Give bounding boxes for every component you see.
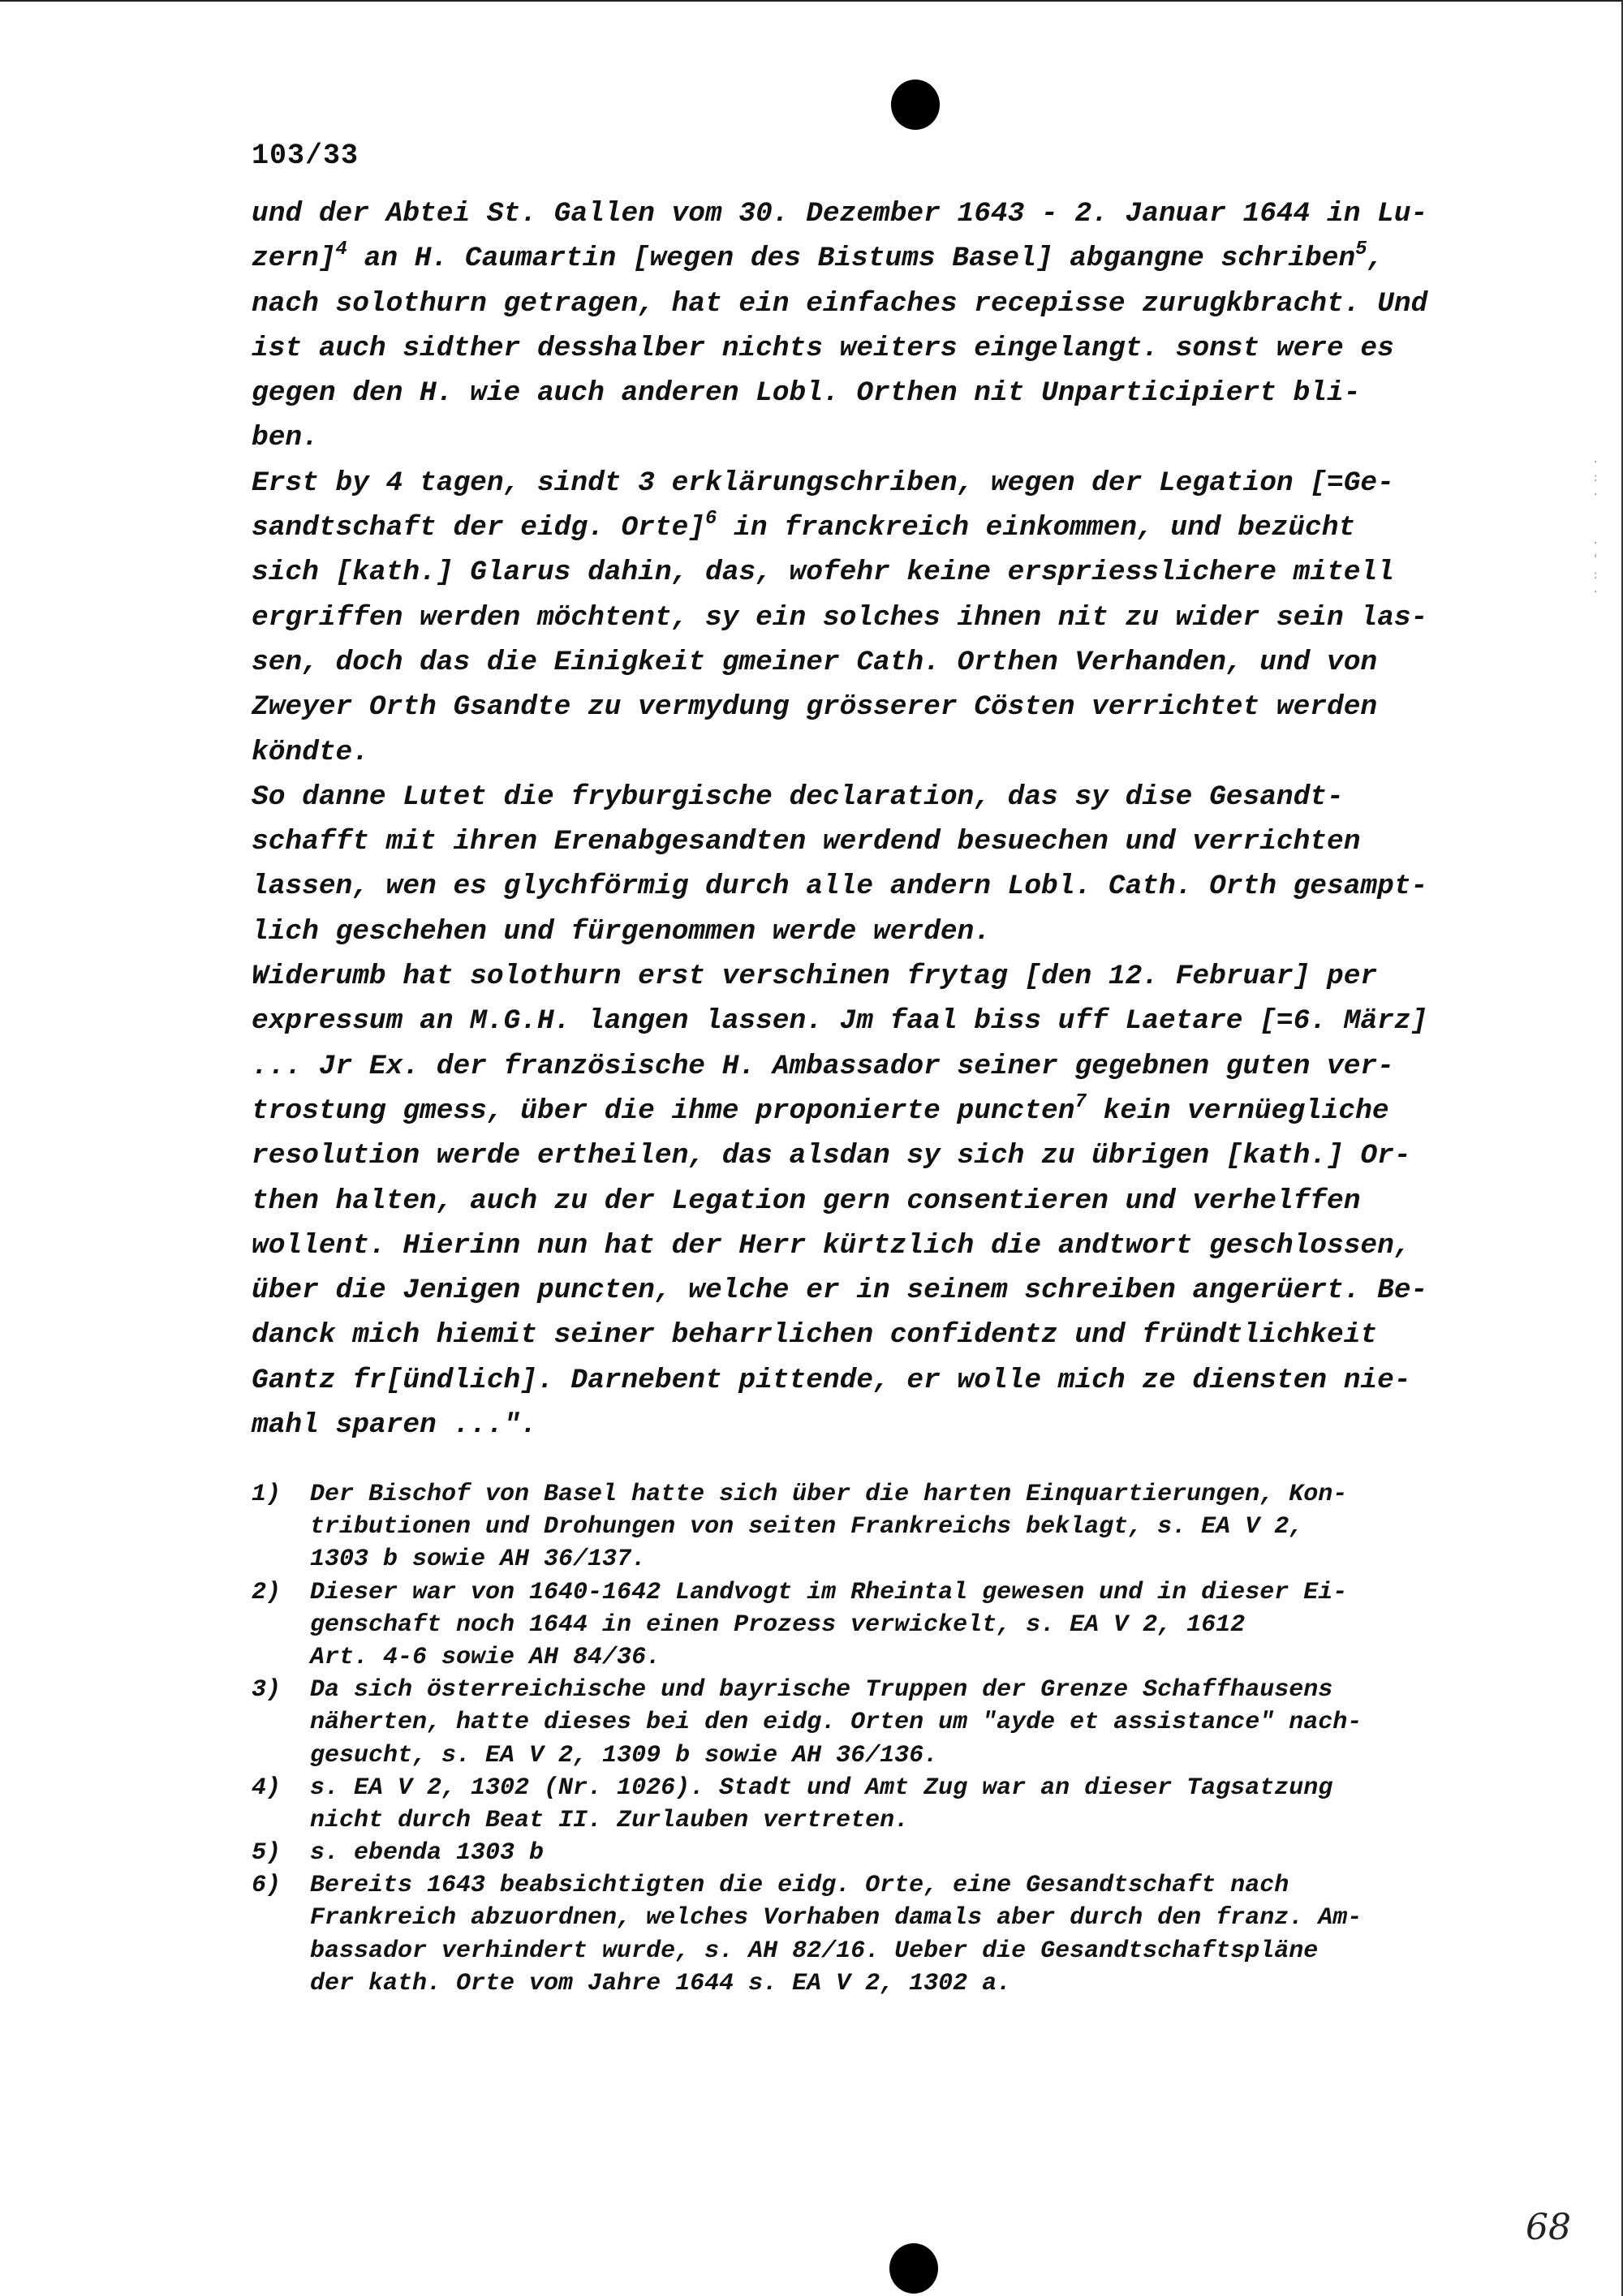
footnote-line: tributionen und Drohungen von seiten Frankreichs beklagt, s. EA V 2, bbox=[310, 1513, 1304, 1541]
footnote-marker: 5 bbox=[1355, 239, 1367, 261]
text-line: über die Jenigen puncten, welche er in seinem schreiben angerüert. Be- bbox=[252, 1275, 1428, 1307]
footnote-number: 6) bbox=[252, 1872, 282, 1900]
footnote bbox=[252, 1674, 1518, 1772]
footnote-line: Frankreich abzuordnen, welches Vorhaben damals aber durch den franz. Am- bbox=[310, 1904, 1363, 1933]
text-line: sandtschaft der eidg. Orte]$^6$ in franckreich einkommen, und bezücht bbox=[252, 508, 1356, 544]
footnote-number: 5) bbox=[252, 1839, 282, 1868]
footnote bbox=[252, 1576, 1518, 1675]
text-line: zern]$^4$ an H. Caumartin [wegen des Bistums Basel] abgangne schriben$^5$, bbox=[252, 239, 1384, 275]
margin-marks: · : · · ' : · bbox=[1592, 456, 1599, 599]
footnote bbox=[252, 1837, 1518, 1869]
text-line: danck mich hiemit seiner beharrlichen confidentz und fründtlichkeit bbox=[252, 1319, 1378, 1352]
footnote-number: 3) bbox=[252, 1676, 282, 1705]
footnote bbox=[252, 1478, 1518, 1576]
text-line: lassen, wen es glychförmig durch alle andern Lobl. Cath. Orth gesampt- bbox=[252, 871, 1428, 903]
body-text bbox=[252, 191, 1501, 1447]
text-line: then halten, auch zu der Legation gern consentieren und verhelffen bbox=[252, 1185, 1361, 1217]
footnote-marker: 7 bbox=[1074, 1090, 1087, 1113]
text-line: trostung gmess, über die ihme proponierte puncten$^7$ kein vernüegliche bbox=[252, 1090, 1389, 1127]
footnote-number: 4) bbox=[252, 1774, 282, 1802]
footnote-number: 2) bbox=[252, 1578, 282, 1606]
text-line: sich [kath.] Glarus dahin, das, wofehr keine erspriesslichere mitell bbox=[252, 557, 1394, 589]
footnote-line: Bereits 1643 beabsichtigten die eidg. Orte, eine Gesandtschaft nach bbox=[310, 1872, 1289, 1900]
footnote bbox=[252, 1869, 1518, 2000]
footnote-line: s. EA V 2, 1302 (Nr. 1026). Stadt und Amt Zug war an dieser Tagsatzung bbox=[310, 1774, 1333, 1802]
punch-hole-bottom bbox=[889, 2243, 938, 2294]
text-line: So danne Lutet die fryburgische declaration, das sy dise Gesandt- bbox=[252, 780, 1344, 813]
footnote-line: 1303 b sowie AH 36/137. bbox=[310, 1546, 647, 1574]
text-line: ergriffen werden möchtent, sy ein solches ihnen nit zu wider sein las- bbox=[252, 601, 1428, 634]
footnote-line: Da sich österreichische und bayrische Truppen der Grenze Schaffhausens bbox=[310, 1676, 1333, 1705]
footnote-line: nicht durch Beat II. Zurlauben vertreten. bbox=[310, 1806, 910, 1834]
footnote-marker: 4 bbox=[335, 239, 347, 261]
text-line: expressum an M.G.H. langen lassen. Jm faal biss uff Laetare [=6. März] bbox=[252, 1005, 1428, 1038]
text-line: Gantz fr[ündlich]. Darnebent pittende, er wolle mich ze diensten nie- bbox=[252, 1364, 1411, 1396]
text-line: köndte. bbox=[252, 736, 369, 768]
text-line: Erst by 4 tagen, sindt 3 erklärungschriben, wegen der Legation [=Ge- bbox=[252, 467, 1394, 499]
text-line: ist auch sidther desshalber nichts weiters eingelangt. sonst were es bbox=[252, 332, 1394, 364]
text-line: gegen den H. wie auch anderen Lobl. Orthen nit Unparticipiert bli- bbox=[252, 377, 1361, 410]
text-line: Zweyer Orth Gsandte zu vermydung grösserer Cösten verrichtet werden bbox=[252, 691, 1378, 724]
footnote-line: näherten, hatte dieses bei den eidg. Orten um "ayde et assistance" nach- bbox=[310, 1709, 1363, 1737]
footnote-line: s. ebenda 1303 b bbox=[310, 1839, 545, 1868]
text-line: ... Jr Ex. der französische H. Ambassador seiner gegebnen guten ver- bbox=[252, 1050, 1394, 1082]
footnotes bbox=[252, 1478, 1518, 2000]
footnote-line: genschaft noch 1644 in einen Prozess verwickelt, s. EA V 2, 1612 bbox=[310, 1610, 1246, 1639]
footnote-number: 1) bbox=[252, 1481, 282, 1508]
footnote-line: der kath. Orte vom Jahre 1644 s. EA V 2, 1302 a. bbox=[310, 1969, 1012, 1997]
footnote-line: bassador verhindert wurde, s. AH 82/16. Ueber die Gesandtschaftspläne bbox=[310, 1937, 1319, 1965]
text-line: und der Abtei St. Gallen vom 30. Dezember 1643 - 2. Januar 1644 in Lu- bbox=[252, 198, 1428, 230]
footnote-marker: 6 bbox=[705, 508, 717, 531]
footnote-line: Dieser war von 1640-1642 Landvogt im Rheintal gewesen und in dieser Ei- bbox=[310, 1578, 1348, 1606]
text-line: nach solothurn getragen, hat ein einfaches recepisse zurugkbracht. Und bbox=[252, 287, 1428, 320]
handwritten-sheet-number: 68 bbox=[1526, 2207, 1571, 2248]
text-line: Widerumb hat solothurn erst verschinen frytag [den 12. Februar] per bbox=[252, 961, 1378, 993]
text-line: resolution werde ertheilen, das alsdan sy sich zu übrigen [kath.] Or- bbox=[252, 1140, 1411, 1172]
footnote bbox=[252, 1772, 1518, 1837]
footnote-line: Der Bischof von Basel hatte sich über die harten Einquartierungen, Kon- bbox=[310, 1481, 1348, 1508]
page-reference: 103/33 bbox=[252, 140, 359, 172]
text-line: lich geschehen und fürgenommen werde werden. bbox=[252, 915, 991, 948]
text-line: wollent. Hierinn nun hat der Herr kürtzlich die andtwort geschlossen, bbox=[252, 1229, 1411, 1262]
text-line: schafft mit ihren Erenabgesandten werdend besuechen und verrichten bbox=[252, 826, 1361, 858]
footnote-line: Art. 4-6 sowie AH 84/36. bbox=[310, 1643, 661, 1671]
text-line: ben. bbox=[252, 422, 319, 454]
text-line: sen, doch das die Einigkeit gmeiner Cath. Orthen Verhanden, und von bbox=[252, 646, 1378, 678]
punch-hole-top bbox=[891, 80, 940, 130]
text-line: mahl sparen ...". bbox=[252, 1409, 537, 1442]
footnote-line: gesucht, s. EA V 2, 1309 b sowie AH 36/136. bbox=[310, 1741, 939, 1769]
